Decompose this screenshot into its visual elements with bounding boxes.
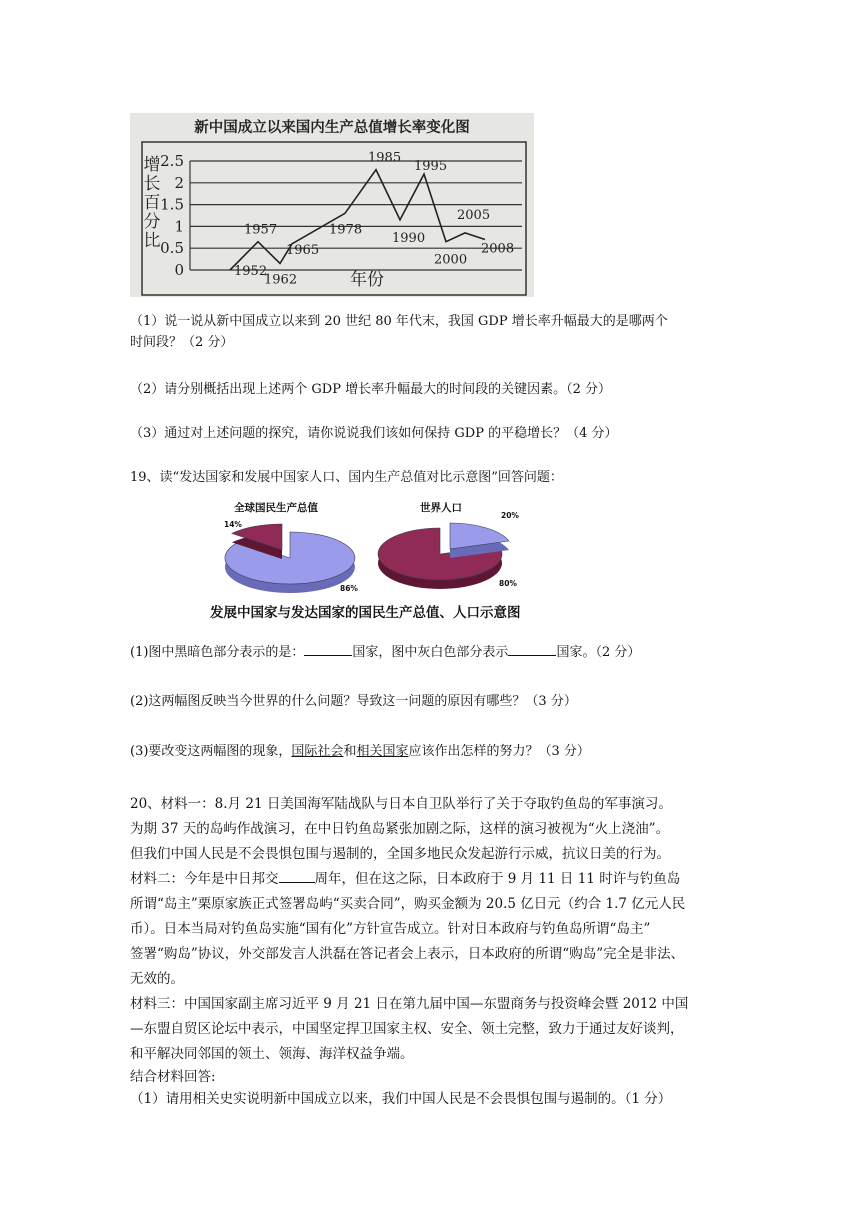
- q20-line-9: 材料三：中国国家副主席习近平 9 月 21 日在第九届中国—东盟商务与投资峰会暨 2012 中国: [130, 996, 689, 1012]
- q20-line-13: （1）请用相关史实说明新中国成立以来，我们中国人民是不会畏惧包围与遏制的。（1 分）: [130, 1091, 672, 1107]
- y-label-char: 长: [143, 174, 161, 194]
- q20-line-6: 币）。日本当局对钓鱼岛实施“国有化”方针宣告成立。针对日本政府与钓鱼岛所谓“岛主”: [130, 921, 651, 937]
- y-label-char: 增: [143, 155, 161, 175]
- gdp-growth-chart: [130, 113, 534, 297]
- q20-line-5: 所谓“岛主”栗原家族正式签署岛屿“买卖合同”，购买金额为 20.5 亿日元（约合 1.7 亿元人民: [130, 896, 686, 912]
- underlined-international-community: 国际社会: [291, 744, 344, 759]
- underlined-related-countries: 相关国家: [356, 744, 409, 759]
- q19-3-and: 和: [343, 744, 357, 759]
- y-tick-label: 0: [174, 261, 184, 279]
- q20-line-8: 无效的。: [130, 971, 184, 987]
- q19-3-part-b: 应该作出怎样的努力？（3 分）: [408, 744, 590, 759]
- q18-2: （2）请分别概括出现上述两个 GDP 增长率升幅最大的时间段的关键因素。（2 分）: [130, 382, 611, 397]
- q18-1-line1: （1）说一说从新中国成立以来到 20 世纪 80 年代末，我国 GDP 增长率升幅最大的是哪两个: [130, 314, 668, 329]
- y-label-char: 分: [143, 212, 161, 232]
- q19-2: (2)这两幅图反映当今世界的什么问题？导致这一问题的原因有哪些？（3 分）: [130, 694, 577, 709]
- point-year-label: 1990: [392, 230, 426, 246]
- y-label-char: 百: [143, 193, 161, 213]
- q20-line-1: 20、材料一：8.月 21 日美国海军陆战队与日本自卫队举行了关于夺取钓鱼岛的军事演习。: [130, 796, 672, 812]
- q20-line-12: 结合材料回答:: [130, 1069, 216, 1085]
- pie-right-dark-pct: 80%: [499, 579, 517, 588]
- point-year-label: 1978: [329, 222, 363, 238]
- figure-caption: 发展中国家与发达国家的国民生产总值、人口示意图: [210, 605, 521, 621]
- q20-line-4: [130, 867, 740, 892]
- q20-line-4-b: 周年，但在这之际，日本政府于 9 月 11 日 11 时许与钓鱼岛: [314, 871, 681, 887]
- y-tick-label: 2.5: [160, 152, 184, 170]
- q18-3: （3）通过对上述问题的探究，请你说说我们该如何保持 GDP 的平稳增长？（4 分）: [130, 426, 618, 441]
- point-year-label: 2008: [481, 241, 515, 257]
- q20-line-10: —东盟自贸区论坛中表示，中国坚定捍卫国家主权、安全、领土完整，致力于通过友好谈判，: [130, 1021, 684, 1037]
- q20-line-4-a: 材料二：今年是中日邦交: [130, 871, 279, 887]
- pie-left-title: 全球国民生产总值: [234, 502, 318, 514]
- gnp-pie-chart: [225, 524, 355, 593]
- point-year-label: 1957: [244, 222, 278, 238]
- chart-title: 新中国成立以来国内生产总值增长率变化图: [194, 120, 470, 136]
- pie-right-light-pct: 20%: [501, 511, 519, 520]
- answer-blank-1: [304, 643, 352, 656]
- answer-blank-2: [508, 643, 556, 656]
- y-label-char: 比: [143, 231, 161, 251]
- point-year-label: 1962: [264, 272, 298, 288]
- point-year-label: 2000: [434, 252, 468, 268]
- y-tick-label: 2: [174, 173, 184, 192]
- y-tick-label: 0.5: [160, 239, 184, 258]
- q19-3-part-a: (3)要改变这两幅图的现象，: [130, 744, 292, 759]
- q19-3: [130, 743, 590, 761]
- q20-line-3: 但我们中国人民是不会畏惧包围与遏制的，全国多地民众发起游行示威，抗议日美的行为。: [130, 846, 670, 862]
- population-pie-chart: [378, 523, 509, 589]
- q20-line-11: 和平解决同邻国的领土、领海、海洋权益争端。: [130, 1046, 414, 1062]
- q19-1: [130, 643, 640, 662]
- q20-line-7: 签署“购岛”协议，外交部发言人洪磊在答记者会上表示，日本政府的所谓“购岛”完全是非法、: [130, 946, 685, 962]
- pie-figure: [210, 496, 590, 628]
- q19-1-part-a: (1)图中黑暗色部分表示的是：: [130, 645, 305, 660]
- pie-left-dark-pct: 14%: [224, 520, 242, 529]
- q20-line-2: 为期 37 天的岛屿作战演习，在中日钓鱼岛紧张加剧之际，这样的演习被视为“火上浇油”。: [130, 821, 670, 837]
- y-tick-label: 1.5: [160, 195, 184, 214]
- q20-materials: [130, 792, 740, 1112]
- pie-right-title: 世界人口: [420, 502, 462, 514]
- q18-1-line2: 时间段？（2 分）: [130, 335, 234, 350]
- y-tick-label: 1: [174, 217, 184, 236]
- x-axis-label: 年份: [350, 270, 384, 290]
- y-axis-label: [144, 155, 161, 251]
- point-year-label: 1985: [368, 150, 402, 166]
- point-year-label: 2005: [457, 207, 491, 223]
- point-year-label: 1995: [414, 159, 448, 175]
- q19-intro: 19、读“发达国家和发展中国家人口、国内生产总值对比示意图”回答问题：: [130, 470, 563, 485]
- q19-1-part-c: 国家。（2 分）: [556, 645, 641, 660]
- point-year-label: 1952: [234, 264, 268, 279]
- pie-left-light-pct: 86%: [340, 584, 358, 593]
- point-year-label: 1965: [286, 242, 320, 258]
- q19-1-part-b: 国家，图中灰白色部分表示: [352, 645, 509, 660]
- answer-blank-3: [279, 870, 315, 883]
